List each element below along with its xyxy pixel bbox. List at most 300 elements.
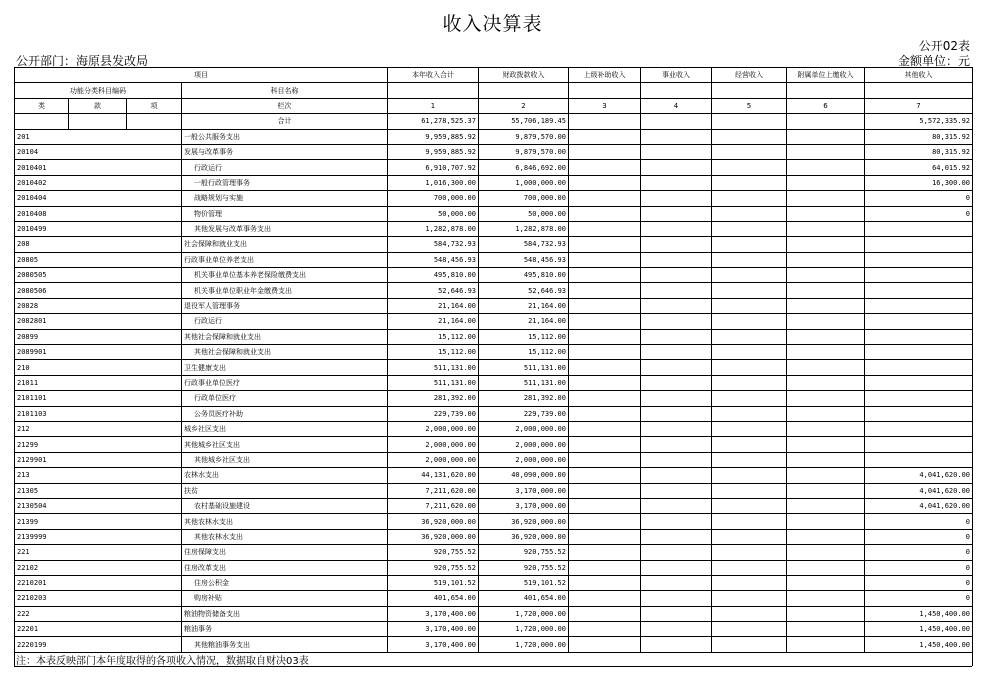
row-value: 21,164.00 [388, 314, 479, 329]
header-lei: 类 [15, 98, 69, 113]
row-value [787, 375, 865, 390]
row-subject-name: 行政事业单位养老支出 [182, 252, 388, 267]
total-label: 合计 [182, 114, 388, 129]
row-value [712, 237, 787, 252]
row-value: 229,739.00 [388, 406, 479, 421]
row-value: 15,112.00 [388, 329, 479, 344]
row-value: 1,450,400.00 [865, 606, 973, 621]
table-row [15, 144, 973, 159]
row-value: 0 [865, 560, 973, 575]
row-value: 0 [865, 545, 973, 560]
table-row [15, 575, 973, 590]
table-note: 注：本表反映部门本年度取得的各项收入情况，数据取自财决03表 [16, 656, 309, 667]
row-value [641, 622, 712, 637]
table-row [15, 514, 973, 529]
row-value [569, 298, 641, 313]
row-value [712, 329, 787, 344]
row-value [865, 314, 973, 329]
row-value: 7,211,620.00 [388, 483, 479, 498]
row-code: 2210203 [15, 591, 182, 606]
row-value [569, 375, 641, 390]
table-row [15, 452, 973, 467]
row-value [787, 268, 865, 283]
header-col: 本年收入合计 [388, 68, 479, 83]
table-row [15, 314, 973, 329]
row-code: 2220199 [15, 637, 182, 652]
row-value [569, 483, 641, 498]
row-value [787, 391, 865, 406]
row-value [787, 298, 865, 313]
row-value [641, 575, 712, 590]
table-row [15, 175, 973, 190]
row-subject-name: 一般公共服务支出 [182, 129, 388, 144]
table-row [15, 206, 973, 221]
col-num: 3 [569, 98, 641, 113]
row-subject-name: 其他城乡社区支出 [182, 437, 388, 452]
row-value [712, 160, 787, 175]
row-value: 0 [865, 575, 973, 590]
row-value: 920,755.52 [479, 560, 569, 575]
row-value [787, 529, 865, 544]
row-value [641, 360, 712, 375]
row-value [641, 144, 712, 159]
row-value: 6,910,707.92 [388, 160, 479, 175]
row-value: 920,755.52 [479, 545, 569, 560]
row-value: 1,450,400.00 [865, 637, 973, 652]
row-value: 1,000,000.00 [479, 175, 569, 190]
row-value [712, 452, 787, 467]
row-value [712, 575, 787, 590]
row-value [569, 498, 641, 513]
header-kuan: 款 [69, 98, 127, 113]
row-value [865, 298, 973, 313]
row-value: 401,654.00 [479, 591, 569, 606]
row-code: 22102 [15, 560, 182, 575]
row-value: 495,810.00 [479, 268, 569, 283]
row-value [865, 221, 973, 236]
row-code: 22201 [15, 622, 182, 637]
row-value: 1,720,000.00 [479, 622, 569, 637]
row-code: 210 [15, 360, 182, 375]
total-row [15, 114, 973, 129]
row-value [641, 514, 712, 529]
table-row [15, 622, 973, 637]
row-value: 1,282,878.00 [479, 221, 569, 236]
row-value: 21,164.00 [479, 314, 569, 329]
table-row [15, 268, 973, 283]
row-value: 80,315.92 [865, 129, 973, 144]
row-value [787, 622, 865, 637]
amount-unit-label: 金额单位：元 [897, 54, 970, 68]
table-row [15, 375, 973, 390]
row-value [712, 144, 787, 159]
row-value [787, 514, 865, 529]
row-value: 21,164.00 [388, 298, 479, 313]
row-value: 2,000,000.00 [388, 421, 479, 436]
row-value [712, 129, 787, 144]
row-value [569, 175, 641, 190]
row-value [641, 314, 712, 329]
row-code: 21299 [15, 437, 182, 452]
row-value [712, 175, 787, 190]
row-value [712, 375, 787, 390]
row-value [641, 221, 712, 236]
row-code: 2010499 [15, 221, 182, 236]
row-value [569, 129, 641, 144]
header-xiang: 项 [127, 98, 182, 113]
row-value: 6,846,692.00 [479, 160, 569, 175]
row-value [712, 591, 787, 606]
row-value: 9,959,885.92 [388, 144, 479, 159]
table-row [15, 298, 973, 313]
row-value [787, 283, 865, 298]
row-value [569, 237, 641, 252]
row-value [865, 283, 973, 298]
row-value: 36,920,000.00 [479, 514, 569, 529]
row-code: 208 [15, 237, 182, 252]
total-cell [787, 114, 865, 129]
row-value: 21,164.00 [479, 298, 569, 313]
col-num: 4 [641, 98, 712, 113]
row-value [569, 268, 641, 283]
row-subject-name: 卫生健康支出 [182, 360, 388, 375]
row-value [569, 221, 641, 236]
row-value: 920,755.52 [388, 545, 479, 560]
row-value: 9,959,885.92 [388, 129, 479, 144]
row-value [865, 452, 973, 467]
row-value [641, 375, 712, 390]
row-subject-name: 物价管理 [182, 206, 388, 221]
row-code: 2130504 [15, 498, 182, 513]
row-subject-name: 其他城乡社区支出 [182, 452, 388, 467]
row-value [641, 268, 712, 283]
row-value [641, 591, 712, 606]
row-value [641, 498, 712, 513]
row-value: 16,300.00 [865, 175, 973, 190]
row-value [641, 606, 712, 621]
header-col: 财政拨款收入 [479, 68, 569, 83]
row-value [712, 560, 787, 575]
row-value [787, 406, 865, 421]
row-value [569, 360, 641, 375]
header-col: 上级补助收入 [569, 68, 641, 83]
row-value [641, 298, 712, 313]
col-num: 7 [865, 98, 973, 113]
row-value [787, 221, 865, 236]
row-code: 2101103 [15, 406, 182, 421]
table-row [15, 221, 973, 236]
table-row [15, 345, 973, 360]
row-value: 3,170,000.00 [479, 483, 569, 498]
page-title: 收入决算表 [442, 13, 543, 35]
row-value: 15,112.00 [479, 345, 569, 360]
row-value [569, 421, 641, 436]
row-value [787, 129, 865, 144]
table-row [15, 545, 973, 560]
row-value: 920,755.52 [388, 560, 479, 575]
row-value: 52,646.93 [388, 283, 479, 298]
row-value [569, 560, 641, 575]
row-value [787, 560, 865, 575]
row-value [712, 437, 787, 452]
header-subject-name: 科目名称 [182, 83, 388, 98]
row-value [641, 529, 712, 544]
row-value: 0 [865, 591, 973, 606]
row-code: 221 [15, 545, 182, 560]
row-value [641, 191, 712, 206]
row-value [641, 452, 712, 467]
row-value: 281,392.00 [388, 391, 479, 406]
col-num: 2 [479, 98, 569, 113]
row-value [787, 468, 865, 483]
row-value [865, 437, 973, 452]
row-subject-name: 其他农林水支出 [182, 514, 388, 529]
row-value [712, 314, 787, 329]
row-value [569, 144, 641, 159]
row-value [641, 406, 712, 421]
table-row [15, 437, 973, 452]
row-value [641, 252, 712, 267]
table-row [15, 237, 973, 252]
row-value [712, 360, 787, 375]
row-value [641, 483, 712, 498]
row-subject-name: 其他发展与改革事务支出 [182, 221, 388, 236]
row-value [865, 391, 973, 406]
header-col: 其他收入 [865, 68, 973, 83]
row-value [641, 545, 712, 560]
row-value [865, 237, 973, 252]
row-value [641, 206, 712, 221]
row-value: 4,041,620.00 [865, 498, 973, 513]
header-seq: 栏次 [182, 98, 388, 113]
row-value [569, 545, 641, 560]
row-value: 7,211,620.00 [388, 498, 479, 513]
row-subject-name: 粮油物资储备支出 [182, 606, 388, 621]
row-code: 2080506 [15, 283, 182, 298]
table-row [15, 483, 973, 498]
row-value: 511,131.00 [388, 360, 479, 375]
row-code: 2139999 [15, 529, 182, 544]
row-value: 584,732.93 [388, 237, 479, 252]
row-code: 2010404 [15, 191, 182, 206]
row-value [712, 206, 787, 221]
row-value: 9,879,570.00 [479, 144, 569, 159]
col-num: 1 [388, 98, 479, 113]
row-value: 0 [865, 191, 973, 206]
row-code: 21399 [15, 514, 182, 529]
row-code: 212 [15, 421, 182, 436]
row-value [641, 160, 712, 175]
row-value: 700,000.00 [479, 191, 569, 206]
row-code: 2010401 [15, 160, 182, 175]
row-subject-name: 住房改革支出 [182, 560, 388, 575]
row-value [712, 283, 787, 298]
row-subject-name: 购房补贴 [182, 591, 388, 606]
row-value [569, 391, 641, 406]
row-code: 20828 [15, 298, 182, 313]
row-value: 495,810.00 [388, 268, 479, 283]
row-value [712, 529, 787, 544]
row-value: 64,015.92 [865, 160, 973, 175]
row-value [787, 591, 865, 606]
row-code: 2101101 [15, 391, 182, 406]
row-subject-name: 公务员医疗补助 [182, 406, 388, 421]
row-value: 401,654.00 [388, 591, 479, 606]
row-value [641, 237, 712, 252]
row-subject-name: 其他农林水支出 [182, 529, 388, 544]
row-subject-name: 住房保障支出 [182, 545, 388, 560]
row-subject-name: 农林水支出 [182, 468, 388, 483]
row-value [641, 560, 712, 575]
row-value: 44,131,620.00 [388, 468, 479, 483]
row-value: 1,282,878.00 [388, 221, 479, 236]
row-value: 36,920,000.00 [479, 529, 569, 544]
row-value [712, 221, 787, 236]
row-value: 80,315.92 [865, 144, 973, 159]
row-value [712, 406, 787, 421]
row-value: 1,720,000.00 [479, 637, 569, 652]
row-value: 1,720,000.00 [479, 606, 569, 621]
row-value [641, 129, 712, 144]
table-row [15, 591, 973, 606]
row-value: 2,000,000.00 [479, 437, 569, 452]
row-value [641, 345, 712, 360]
row-value: 511,131.00 [388, 375, 479, 390]
total-cell: 55,706,189.45 [479, 114, 569, 129]
row-value [712, 468, 787, 483]
header-col: 事业收入 [641, 68, 712, 83]
total-cell: 5,572,335.92 [865, 114, 973, 129]
table-row [15, 360, 973, 375]
row-subject-name: 粮油事务 [182, 622, 388, 637]
header-row-3 [15, 98, 973, 113]
row-value: 0 [865, 529, 973, 544]
row-subject-name: 战略规划与实施 [182, 191, 388, 206]
row-value [569, 314, 641, 329]
row-value [787, 314, 865, 329]
row-value [569, 406, 641, 421]
row-value [569, 575, 641, 590]
row-value [787, 437, 865, 452]
row-value [569, 606, 641, 621]
row-subject-name: 其他粮油事务支出 [182, 637, 388, 652]
row-value [712, 606, 787, 621]
header-item: 项目 [15, 68, 388, 83]
table-row [15, 283, 973, 298]
row-subject-name: 机关事业单位职业年金缴费支出 [182, 283, 388, 298]
row-code: 21011 [15, 375, 182, 390]
header-func-code: 功能分类科目编码 [15, 83, 182, 98]
row-value [712, 252, 787, 267]
row-value: 3,170,400.00 [388, 606, 479, 621]
row-value [712, 191, 787, 206]
header-row-1 [15, 68, 973, 83]
row-subject-name: 行政运行 [182, 160, 388, 175]
row-subject-name: 其他社会保障和就业支出 [182, 329, 388, 344]
row-code: 2089901 [15, 345, 182, 360]
row-value [712, 345, 787, 360]
row-value [641, 391, 712, 406]
row-value: 36,920,000.00 [388, 514, 479, 529]
row-value [641, 421, 712, 436]
row-value [569, 591, 641, 606]
row-value [569, 622, 641, 637]
table-row [15, 252, 973, 267]
row-value [569, 160, 641, 175]
row-code: 21305 [15, 483, 182, 498]
row-code: 20104 [15, 144, 182, 159]
row-code: 2129901 [15, 452, 182, 467]
row-code: 201 [15, 129, 182, 144]
row-subject-name: 一般行政管理事务 [182, 175, 388, 190]
row-value [865, 268, 973, 283]
row-value [787, 545, 865, 560]
row-subject-name: 发展与改革事务 [182, 144, 388, 159]
row-value: 40,090,000.00 [479, 468, 569, 483]
income-table [14, 67, 973, 653]
row-code: 222 [15, 606, 182, 621]
row-value [712, 498, 787, 513]
row-code: 213 [15, 468, 182, 483]
row-value [787, 606, 865, 621]
row-value: 2,000,000.00 [388, 437, 479, 452]
row-value [787, 498, 865, 513]
total-cell [641, 114, 712, 129]
row-subject-name: 社会保障和就业支出 [182, 237, 388, 252]
row-value: 0 [865, 514, 973, 529]
row-value [787, 252, 865, 267]
row-value: 50,000.00 [479, 206, 569, 221]
row-value: 511,131.00 [479, 360, 569, 375]
row-value [865, 375, 973, 390]
header-row-2 [15, 83, 973, 98]
row-value: 15,112.00 [479, 329, 569, 344]
row-value [641, 329, 712, 344]
row-value: 4,041,620.00 [865, 483, 973, 498]
row-subject-name: 行政运行 [182, 314, 388, 329]
col-num: 5 [712, 98, 787, 113]
row-code: 2010408 [15, 206, 182, 221]
row-value [787, 237, 865, 252]
row-value [569, 345, 641, 360]
row-value [787, 421, 865, 436]
table-row [15, 606, 973, 621]
table-row [15, 129, 973, 144]
row-value [641, 468, 712, 483]
row-value [569, 452, 641, 467]
row-subject-name: 机关事业单位基本养老保险缴费支出 [182, 268, 388, 283]
row-value [641, 175, 712, 190]
table-row [15, 421, 973, 436]
bottom-border [14, 666, 972, 667]
row-value [787, 452, 865, 467]
row-value [865, 252, 973, 267]
row-subject-name: 行政单位医疗 [182, 391, 388, 406]
row-value [865, 406, 973, 421]
row-value: 2,000,000.00 [479, 421, 569, 436]
row-code: 2210201 [15, 575, 182, 590]
row-value [569, 437, 641, 452]
row-value [569, 252, 641, 267]
row-value [865, 421, 973, 436]
row-value [787, 345, 865, 360]
row-value: 548,456.93 [479, 252, 569, 267]
row-value: 52,646.93 [479, 283, 569, 298]
row-value [569, 283, 641, 298]
row-code: 2080505 [15, 268, 182, 283]
table-row [15, 391, 973, 406]
row-code: 20805 [15, 252, 182, 267]
